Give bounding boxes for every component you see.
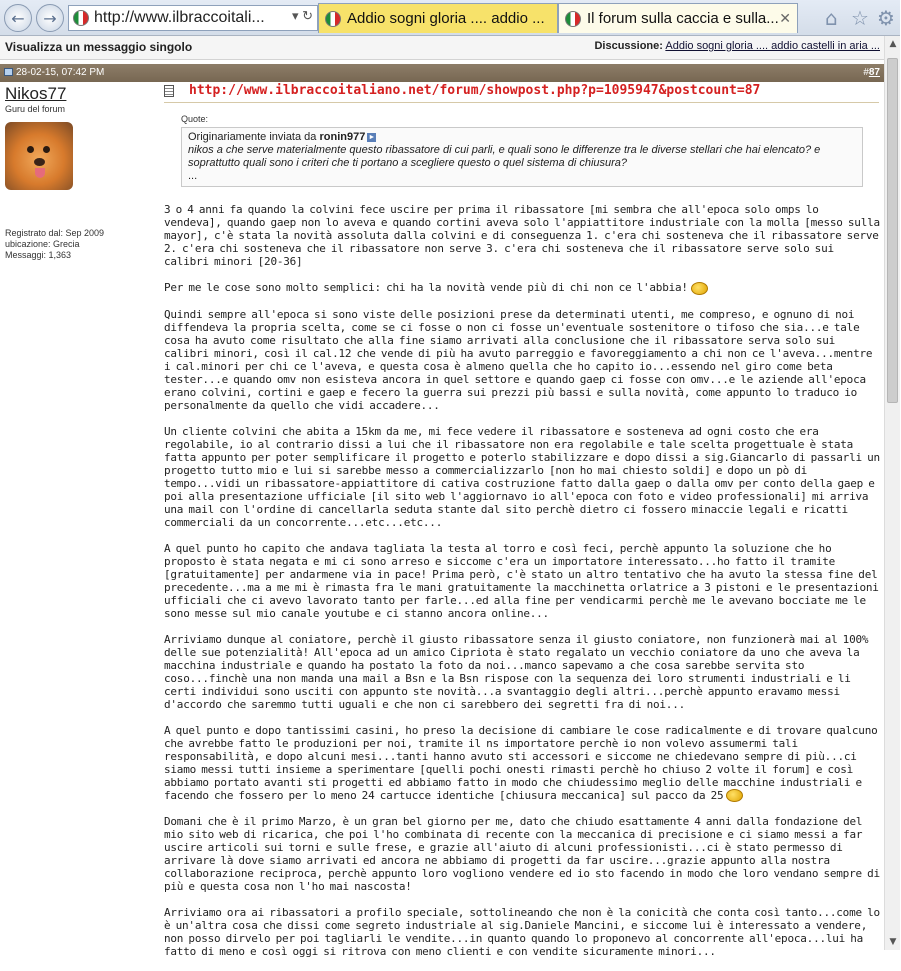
user-location: ubicazione: Grecia bbox=[5, 239, 80, 249]
smiley-icon bbox=[691, 282, 708, 295]
post-paragraph: A quel punto e dopo tantissimi casini, ho preso la decisione di cambiare le cose radicalmente e di trovare qualcuno che avrebbe fatto le produzioni per noi, tramite il ns importatore perchè io non volevo assumermi tali responsabilità, e dopo alcuni mesi...tanti hanno avuto sti accessori e siccome ne chiedevano sempre di più...ci siamo messi tutti insieme a sperimentare [quelli pochi onesti rimasti perchè ho chiuso 2 volte il forum] e così abbiamo portato avanti sti progetti ed abbiamo fatto in modo che chiudessimo meglio delle macchine industriali e facendo che fossero per lo meno 24 cartucce identiche [chiusura meccanica] sul pacco da 25 bbox=[164, 723, 878, 802]
post-body bbox=[164, 203, 880, 958]
post-status-icon bbox=[4, 68, 13, 76]
tab-label: Il forum sulla caccia e sulla... bbox=[587, 10, 779, 27]
post-paragraph: Per me le cose sono molto semplici: chi ha la novità vende più di chi non ce l'abbia! bbox=[164, 281, 688, 294]
quote-text: nikos a che serve materialmente questo ribassatore di cui parli, e quali sono le differenze tra le diverse stellari che hai elencato? e soprattutto quali sono i criteri che ti portano a scegliere questo o quel sistema di chiusura? bbox=[188, 144, 821, 169]
back-arrow-icon[interactable]: ← bbox=[4, 4, 32, 32]
address-bar[interactable] bbox=[68, 5, 318, 31]
post-number bbox=[863, 67, 880, 78]
post-paragraph: 3 o 4 anni fa quando la colvini fece uscire per prima il ribassatore [mi sembra che all'epoca solo omps lo vendeva], quando gaep non lo aveva e quando cortini aveva solo l'appiattitore industriale con la molla [messo sulla mayor], c'è stata la novità assoluta dalla colvini e di conseguenza 1. c'era chi sosteneva che il ribassatore serve 2. c'era chi sosteneva che il ribassatore non serve 3. c'era chi sosteneva che il ribassatore serve solo sui calibri minori [20-36] bbox=[164, 203, 880, 268]
post-paragraph: Un cliente colvini che abita a 15km da me, mi fece vedere il ribassatore e sosteneva ad ogni costo che era regolabile, io al contrario dissi a lui che il ribassatore non era regolabile e tale scelta progettuale è stata fatta appunto per poter semplificare il progetto e poterlo stabilizzare e dopo dissi a sig.Giancarlo di passarli un progetto tutto mio e lui si sarebbe messo a commercializzarlo [non ho mai chiesto soldi] e dopo un pò di tempo...vidi un ribassatore-appiattitore di cativa costruzione fatto dalla gaep o dalla omv per conto della gaep e poi alla presentazione ufficiale [il sito web l'aggiornavo io all'epoca con foto e video professionali] mi arriva una mail con l'ordine di cancellarla seduta stante dal sito perchè dietro ci fossero minaccie legali e ricatti commerciali da un concorrente...etc...etc... bbox=[164, 424, 880, 529]
gear-icon[interactable]: ⚙ bbox=[877, 6, 895, 30]
home-icon[interactable]: ⌂ bbox=[825, 6, 838, 30]
vertical-scrollbar[interactable] bbox=[884, 36, 900, 950]
discussion-link[interactable]: Addio sogni gloria .... addio castelli in aria ... bbox=[665, 40, 880, 52]
scrollbar-thumb[interactable] bbox=[887, 58, 898, 403]
browser-toolbar bbox=[0, 0, 900, 36]
discussion-info bbox=[594, 40, 880, 52]
user-rank: Guru del forum bbox=[5, 104, 66, 114]
dropdown-icon[interactable]: ▾ bbox=[291, 8, 299, 23]
tab-addio-sogni[interactable] bbox=[318, 3, 558, 33]
user-post-count: Messaggi: 1,363 bbox=[5, 250, 72, 260]
reload-icon[interactable]: ↻ bbox=[302, 8, 313, 23]
view-post-arrow-icon[interactable]: ► bbox=[368, 133, 376, 141]
user-info-panel bbox=[0, 81, 158, 261]
post-title-row bbox=[164, 81, 879, 103]
post-paragraph: Arriviamo dunque al coniatore, perchè il giusto ribassatore senza il giusto coniatore, non funzionerà mai al 100% delle sue potenzialità! All'epoca ad un amico Cipriota è stato regalato un vecchio coniatore da uno che aveva la macchina industriale e quando ha postato la foto da noi...manco sapevamo a che cosa sarebbe servita sto coso...finchè una non manda una mail a Bsn e la Bsn rispose con la sequenza dei loro strumenti industriali e li certi individui sono usciti con appunto ste novità...a svantaggio degli altri...perchè appunto eravamo messi d'accordo che saremmo tutti uguali e che non ci sarebbero dei segretti fra di noi... bbox=[164, 632, 869, 711]
post-paragraph: Arriviamo ora ai ribassatori a profilo speciale, sottolineando che non è la conicità che conta così tanto...come lo è un'altra cosa che dissi come segreto industriale al sig.Daniele Mancini, e siccome lui è interessato a vendere, non posso dirvelo per poi tagliarli le vendite...in quanto quando lo proponevo al concorrente all'epoca...lui ha fatto di meno e così oggi si ritrova con meno clienti e con vendite sicuramente minori... bbox=[164, 906, 880, 958]
star-icon[interactable]: ☆ bbox=[851, 6, 869, 30]
user-stats bbox=[5, 228, 158, 261]
scroll-down-arrow-icon[interactable]: ▼ bbox=[889, 937, 897, 947]
page-header bbox=[0, 36, 884, 60]
username-link[interactable]: Nikos77 bbox=[5, 84, 67, 103]
post-number-prefix: # bbox=[863, 67, 869, 78]
tab-forum-caccia[interactable] bbox=[558, 3, 798, 33]
post-date: 28-02-15, 07:42 PM bbox=[16, 67, 105, 78]
quote-prefix: Originariamente inviata da bbox=[188, 131, 317, 143]
post-icon bbox=[164, 85, 174, 97]
forward-arrow-icon[interactable]: → bbox=[36, 4, 64, 32]
quote-box bbox=[181, 127, 863, 187]
discussion-label: Discussione: bbox=[594, 40, 663, 52]
tab-label: Addio sogni gloria .... addio ... bbox=[347, 10, 545, 27]
user-registered: Registrato dal: Sep 2009 bbox=[5, 228, 105, 238]
page-title: Visualizza un messaggio singolo bbox=[5, 40, 193, 54]
quote-author: ronin977 bbox=[319, 131, 366, 143]
close-tab-icon[interactable]: ✕ bbox=[779, 10, 791, 26]
post-paragraph: Quindi sempre all'epoca si sono viste delle posizioni prese da determinati utenti, me compreso, e ognuno di noi diffendeva la propria scelta, come se ci fosse o non ci fosse un'eventuale sostenitore o tifoso che sia...e tale cosa ha avuto come risultato che alla fine siamo arrivati alla conclusione che il ribassatore serva solo sui calibri minori, così il cal.12 che vende di più ha avuto parreggio e favoreggiamento a chi non ce l'aveva...mentre i cal.minori per chi ce l'aveva, e questa cosa è almeno quella che ho capito io...essendo nel giro come beta tester...e quando omv non esisteva ancora in quel settore e quando gaep ci fosse con omv...e le aziende all'epoca erano colvini, cortini e gaep e fecero la guerra sui prezzi più bassi e sulla novità, come appunto lo traduco io personalmente da quello che vidi accadere... bbox=[164, 307, 873, 412]
quote-label: Quote: bbox=[181, 114, 209, 124]
avatar bbox=[5, 122, 73, 190]
post-title: http://www.ilbraccoitaliano.net/forum/showpost.php?p=1095947&postcount=87 bbox=[189, 83, 761, 98]
smiley-icon bbox=[726, 789, 743, 802]
quote-ellipsis: ... bbox=[188, 170, 198, 182]
address-text: http://www.ilbraccoitali... bbox=[94, 9, 265, 26]
site-favicon-icon bbox=[73, 10, 89, 26]
tab-favicon-icon bbox=[565, 11, 581, 27]
post-paragraph: Domani che è il primo Marzo, è un gran bel giorno per me, dato che chiudo esattamente 4 anni dalla fondazione del mio sito web di ricarica, che poi l'ho combinata di recente con la meccanica di precisione e ci siamo messi a far uscire articoli sui torni e sulle frese, e grazie all'aiuto di alcuni professionisti...ci è stato permesso di arrivare là dove siamo arrivati ed ancora ne abbiamo di progetti da far uscire...grazie appunto alla nostra collaborazione reciproca, perchè appunto loro vogliono vendere ed io sto facendo in modo che loro vendano sempre di più e questa cosa non l'ho mai nascosta! bbox=[164, 815, 880, 893]
tab-favicon-icon bbox=[325, 11, 341, 27]
post-header-bar bbox=[0, 64, 884, 82]
scroll-up-arrow-icon[interactable]: ▲ bbox=[889, 39, 897, 49]
forum-page bbox=[0, 36, 884, 958]
post-content bbox=[164, 81, 879, 971]
post-paragraph: A quel punto ho capito che andava tagliata la testa al torro e così feci, perchè appunto la soluzione che ho proposto è stata negata e mi ci sono arreso e siccome c'era un importatore interessato...ho fatto il tramite [gratuitamente] per andarmene via in pace! Prima però, c'è stato un altro tentativo che ha avuto la stessa fine del precedente...ma a me mi è rimasta fra le mani gratuitamente la macchinetta orlatrice a 3 pistoni e le presentazioni ufficiali che ci avevo lavorato tanto per farle...ed alla fine per vendicarmi perchè me le avevano bocciate me le sono messe sul mio canale youtube e ci stanno ancora online... bbox=[164, 541, 879, 620]
post-number-link[interactable]: 87 bbox=[868, 67, 880, 78]
